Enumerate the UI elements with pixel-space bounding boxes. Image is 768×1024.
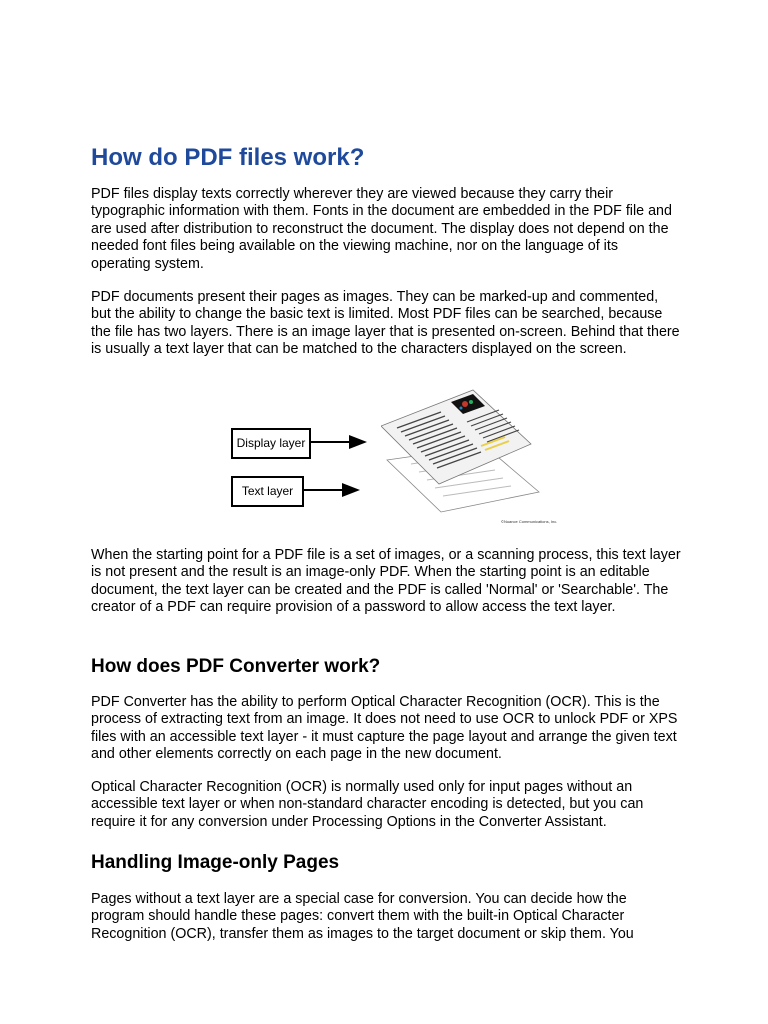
display-layer-label: Display layer: [236, 436, 306, 450]
paragraph-layers: PDF documents present their pages as images. They can be marked-up and commented, but the ability to change the basic text is limited. Most PDF files can be searched, because the file has two layers. There is an image layer that is presented on-screen. Behind that there is usually a text layer that can be matched to the characters displayed on the screen.: [91, 289, 680, 358]
paragraph-intro: PDF files display texts correctly wherever they are viewed because they carry their typographic information with them. Fonts in the document are embedded in the PDF file and are used after distribution to reconstruct the document. The display does not depend on the needed font files being available on the viewing machine, nor on the language of its operating system.: [91, 186, 672, 272]
heading-converter: How does PDF Converter work?: [91, 656, 381, 677]
display-layer-arrow: [311, 434, 367, 450]
figure-copyright: ©Nuance Communications, Inc.: [501, 519, 558, 524]
paragraph-ocr-usage: Optical Character Recognition (OCR) is normally used only for input pages without an accessible text layer or when non-standard character encoding is detected, but you can require it for any conversion under Processing Options in the Converter Assistant.: [91, 779, 644, 830]
layered-pages-illustration: [381, 388, 561, 528]
page-title: How do PDF files work?: [91, 144, 365, 171]
heading-image-only: Handling Image-only Pages: [91, 852, 340, 873]
text-layer-label: Text layer: [241, 484, 294, 498]
text-layer-arrow: [304, 482, 360, 498]
paragraph-image-only: When the starting point for a PDF file is a set of images, or a scanning process, this text layer is not present and the result is an image-only PDF. When the starting point is an editable document, the text layer can be created and the PDF is called 'Normal' or 'Searchable'. The creator of a PDF can require provision of a password to allow access the text layer.: [91, 547, 681, 616]
paragraph-image-only-handling: Pages without a text layer are a special case for conversion. You can decide how the program should handle these pages: convert them with the built-in Optical Character Recognition (OCR), transfer them as images to the target document or skip them. You: [91, 891, 634, 942]
paragraph-converter-ocr: PDF Converter has the ability to perform Optical Character Recognition (OCR). This is the process of extracting text from an image. It does not need to use OCR to unlock PDF or XPS files with an accessible text layer - it must capture the page layout and arrange the given text and other elements correctly on each page in the new document.: [91, 694, 678, 763]
display-layer-box: [231, 428, 311, 459]
pdf-layers-figure: [231, 388, 561, 533]
text-layer-box: [231, 476, 304, 507]
